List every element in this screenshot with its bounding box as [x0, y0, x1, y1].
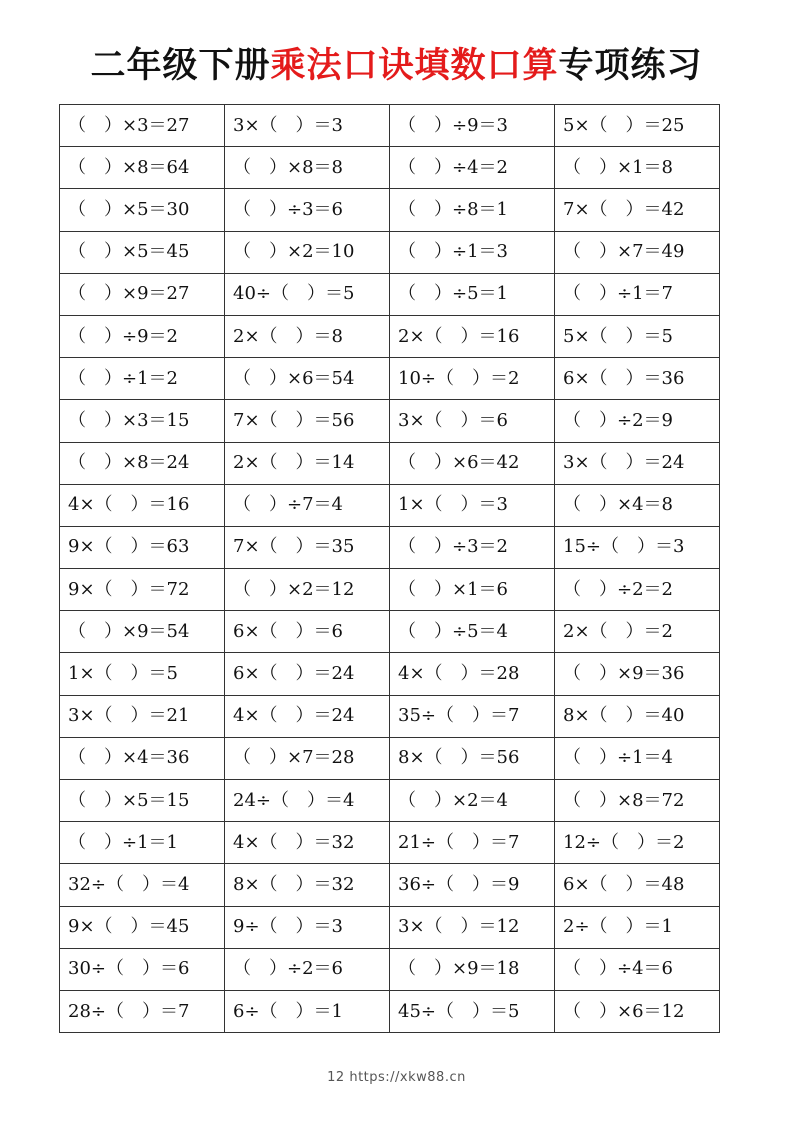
problem-cell: 5×（ ）＝25: [555, 105, 720, 147]
problem-cell: （ ）÷1＝4: [555, 737, 720, 779]
problem-cell: （ ）÷5＝4: [390, 611, 555, 653]
problem-cell: （ ）×1＝6: [390, 569, 555, 611]
problem-cell: （ ）×7＝28: [225, 737, 390, 779]
table-row: [60, 780, 720, 822]
title-highlight: 乘法口诀填数口算: [270, 46, 559, 86]
problem-cell: 7×（ ）＝42: [555, 189, 720, 231]
table-row: [60, 315, 720, 357]
problem-cell: （ ）×4＝8: [555, 484, 720, 526]
problem-cell: （ ）×2＝12: [225, 569, 390, 611]
problem-cell: 2×（ ）＝8: [225, 315, 390, 357]
problem-cell: 2×（ ）＝16: [390, 315, 555, 357]
problem-cell: （ ）×2＝10: [225, 231, 390, 273]
problem-cell: 28÷（ ）＝7: [60, 990, 225, 1032]
problem-cell: （ ）×2＝4: [390, 780, 555, 822]
problem-cell: （ ）×5＝15: [60, 780, 225, 822]
problem-cell: （ ）÷1＝3: [390, 231, 555, 273]
problem-cell: （ ）×8＝24: [60, 442, 225, 484]
title-suffix: 专项练习: [558, 46, 703, 86]
table-row: [60, 653, 720, 695]
problem-cell: （ ）×8＝8: [225, 147, 390, 189]
problem-cell: 3×（ ）＝3: [225, 105, 390, 147]
problem-cell: 7×（ ）＝35: [225, 526, 390, 568]
table-row: [60, 526, 720, 568]
problem-cell: 30÷（ ）＝6: [60, 948, 225, 990]
problem-cell: （ ）×9＝36: [555, 653, 720, 695]
table-row: [60, 147, 720, 189]
page-title: [0, 40, 793, 92]
table-row: [60, 358, 720, 400]
problem-cell: （ ）×7＝49: [555, 231, 720, 273]
problem-cell: （ ）×5＝45: [60, 231, 225, 273]
problem-cell: 4×（ ）＝32: [225, 822, 390, 864]
problem-cell: （ ）×4＝36: [60, 737, 225, 779]
problem-cell: 9÷（ ）＝3: [225, 906, 390, 948]
problem-cell: 4×（ ）＝24: [225, 695, 390, 737]
table-row: [60, 990, 720, 1032]
problem-cell: 3×（ ）＝12: [390, 906, 555, 948]
problem-cell: （ ）×6＝42: [390, 442, 555, 484]
table-row: [60, 400, 720, 442]
problem-cell: 2×（ ）＝2: [555, 611, 720, 653]
table-row: [60, 611, 720, 653]
problem-cell: 10÷（ ）＝2: [390, 358, 555, 400]
problem-cell: （ ）÷4＝2: [390, 147, 555, 189]
footer-url: 12 https://xkw88.cn: [327, 1070, 466, 1085]
problem-cell: 35÷（ ）＝7: [390, 695, 555, 737]
problem-cell: （ ）×8＝64: [60, 147, 225, 189]
problem-cell: （ ）×8＝72: [555, 780, 720, 822]
problem-cell: 2÷（ ）＝1: [555, 906, 720, 948]
problem-cell: （ ）÷9＝3: [390, 105, 555, 147]
problem-cell: 8×（ ）＝32: [225, 864, 390, 906]
problem-cell: 9×（ ）＝45: [60, 906, 225, 948]
problem-cell: 1×（ ）＝5: [60, 653, 225, 695]
problem-table: [59, 104, 720, 1033]
table-row: [60, 484, 720, 526]
table-row: [60, 231, 720, 273]
problem-cell: 6÷（ ）＝1: [225, 990, 390, 1032]
problem-cell: 4×（ ）＝28: [390, 653, 555, 695]
problem-table-body: [60, 105, 720, 1033]
problem-cell: 8×（ ）＝40: [555, 695, 720, 737]
problem-cell: （ ）×6＝12: [555, 990, 720, 1032]
problem-cell: 24÷（ ）＝4: [225, 780, 390, 822]
problem-cell: （ ）÷3＝6: [225, 189, 390, 231]
problem-cell: （ ）×1＝8: [555, 147, 720, 189]
problem-cell: （ ）÷2＝9: [555, 400, 720, 442]
problem-cell: 7×（ ）＝56: [225, 400, 390, 442]
table-row: [60, 189, 720, 231]
problem-cell: （ ）×5＝30: [60, 189, 225, 231]
problem-cell: （ ）÷7＝4: [225, 484, 390, 526]
problem-cell: 8×（ ）＝56: [390, 737, 555, 779]
problem-cell: 32÷（ ）＝4: [60, 864, 225, 906]
table-row: [60, 864, 720, 906]
problem-cell: 6×（ ）＝6: [225, 611, 390, 653]
table-row: [60, 822, 720, 864]
problem-cell: （ ）÷1＝2: [60, 358, 225, 400]
problem-cell: （ ）×3＝15: [60, 400, 225, 442]
problem-cell: 6×（ ）＝36: [555, 358, 720, 400]
problem-cell: 6×（ ）＝48: [555, 864, 720, 906]
problem-cell: （ ）×9＝54: [60, 611, 225, 653]
problem-cell: 9×（ ）＝63: [60, 526, 225, 568]
problem-cell: 21÷（ ）＝7: [390, 822, 555, 864]
problem-cell: 5×（ ）＝5: [555, 315, 720, 357]
problem-cell: 4×（ ）＝16: [60, 484, 225, 526]
problem-cell: （ ）÷4＝6: [555, 948, 720, 990]
problem-cell: （ ）÷3＝2: [390, 526, 555, 568]
problem-cell: （ ）÷1＝1: [60, 822, 225, 864]
problem-cell: （ ）×6＝54: [225, 358, 390, 400]
problem-cell: 3×（ ）＝21: [60, 695, 225, 737]
problem-cell: 36÷（ ）＝9: [390, 864, 555, 906]
table-row: [60, 273, 720, 315]
problem-cell: （ ）÷2＝6: [225, 948, 390, 990]
table-row: [60, 737, 720, 779]
problem-cell: （ ）÷8＝1: [390, 189, 555, 231]
problem-cell: 1×（ ）＝3: [390, 484, 555, 526]
table-row: [60, 906, 720, 948]
problem-cell: 6×（ ）＝24: [225, 653, 390, 695]
problem-cell: 3×（ ）＝6: [390, 400, 555, 442]
problem-cell: 40÷（ ）＝5: [225, 273, 390, 315]
problem-cell: （ ）÷5＝1: [390, 273, 555, 315]
problem-cell: 9×（ ）＝72: [60, 569, 225, 611]
problem-cell: （ ）÷2＝2: [555, 569, 720, 611]
problem-cell: （ ）×9＝18: [390, 948, 555, 990]
problem-cell: 15÷（ ）＝3: [555, 526, 720, 568]
problem-cell: 2×（ ）＝14: [225, 442, 390, 484]
problem-cell: 45÷（ ）＝5: [390, 990, 555, 1032]
table-row: [60, 569, 720, 611]
problem-cell: （ ）×3＝27: [60, 105, 225, 147]
problem-cell: （ ）×9＝27: [60, 273, 225, 315]
table-row: [60, 948, 720, 990]
table-row: [60, 442, 720, 484]
problem-cell: （ ）÷1＝7: [555, 273, 720, 315]
problem-cell: （ ）÷9＝2: [60, 315, 225, 357]
problem-cell: 12÷（ ）＝2: [555, 822, 720, 864]
problem-cell: 3×（ ）＝24: [555, 442, 720, 484]
title-prefix: 二年级下册: [90, 46, 271, 86]
table-row: [60, 695, 720, 737]
table-row: [60, 105, 720, 147]
